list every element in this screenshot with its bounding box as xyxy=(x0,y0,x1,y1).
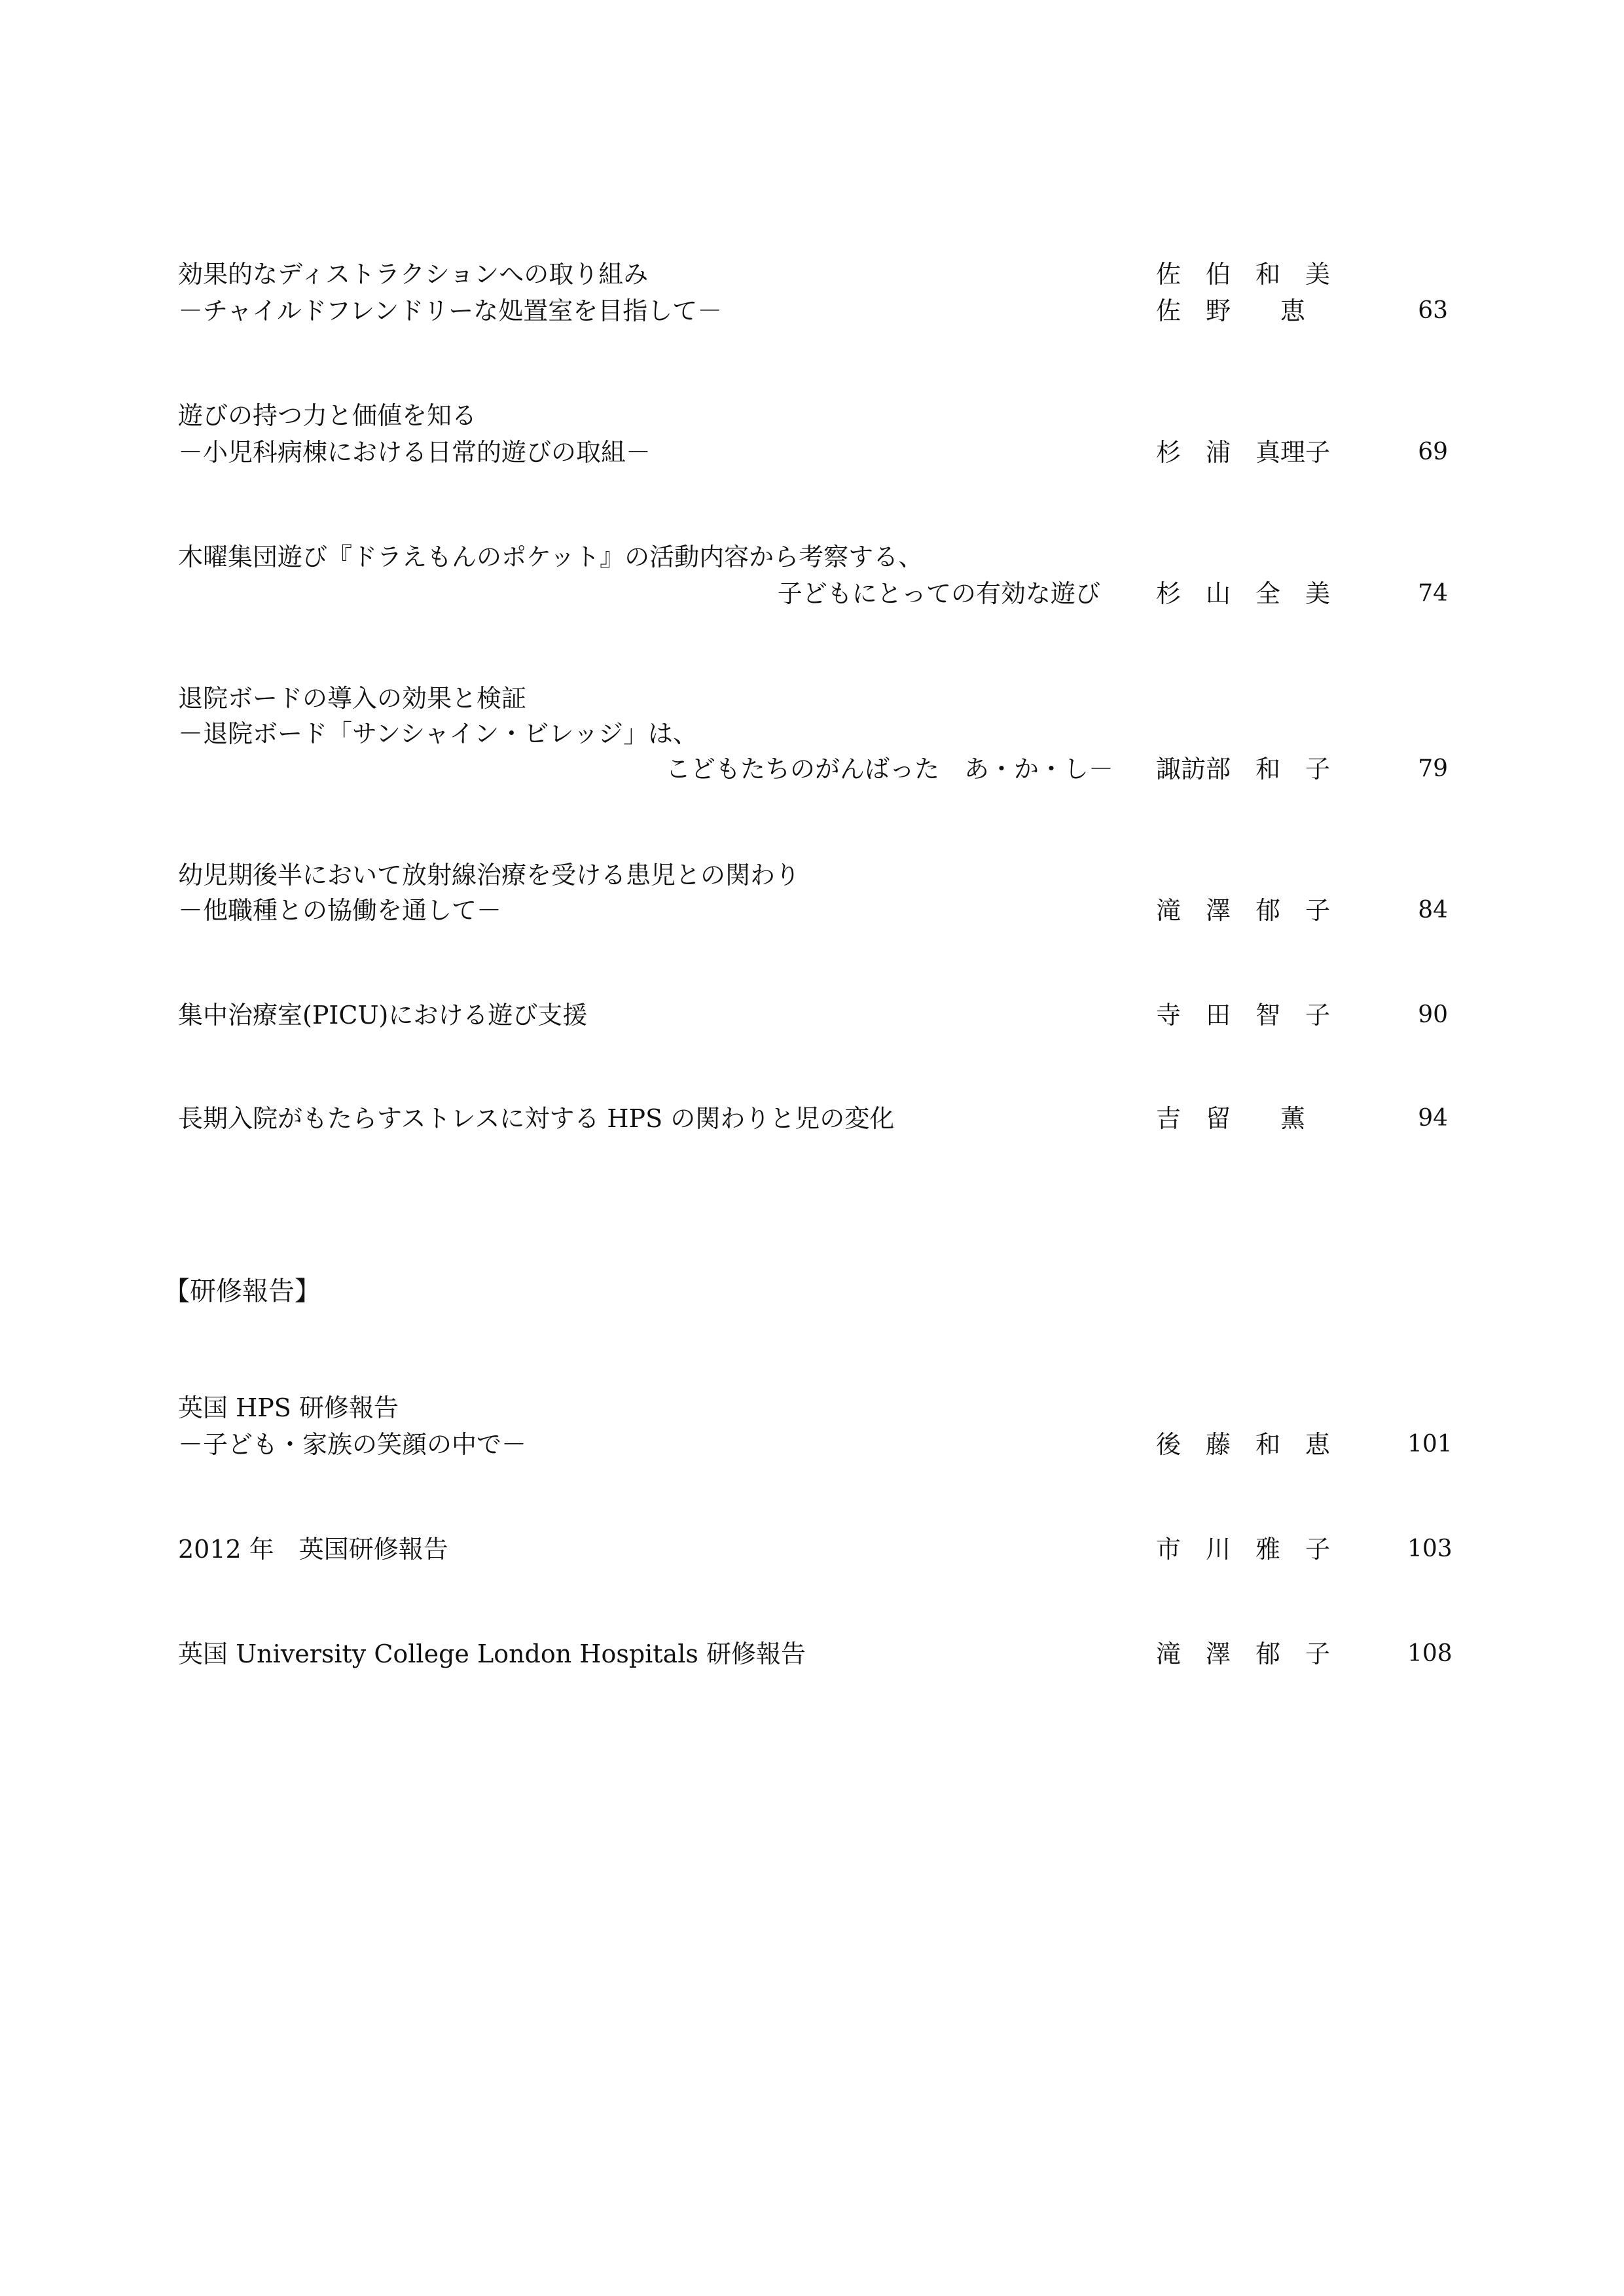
entry-page-number: 108 xyxy=(1407,1640,1453,1667)
entry-page-number: 79 xyxy=(1418,755,1448,782)
entry-author: 杉 浦 真理子 xyxy=(1156,438,1331,467)
entry-title: 英国 University College London Hospitals 研修報告 xyxy=(178,1640,806,1668)
entry-title: 2012 年 英国研修報告 xyxy=(178,1535,448,1564)
entry-title: 遊びの持つ力と価値を知る xyxy=(178,401,477,430)
entry-subtitle: －小児科病棟における日常的遊びの取組－ xyxy=(178,438,651,467)
entry-author: 後 藤 和 恵 xyxy=(1156,1430,1331,1459)
entry-page-number: 94 xyxy=(1418,1105,1448,1132)
entry-author: 諏訪部 和 子 xyxy=(1156,755,1331,783)
entry-title: 英国 HPS 研修報告 xyxy=(178,1393,399,1422)
entry-author: 佐 野 恵 xyxy=(1156,296,1306,325)
entry-author: 市 川 雅 子 xyxy=(1156,1535,1331,1564)
entry-page-number: 103 xyxy=(1407,1535,1453,1562)
section-heading: 【研修報告】 xyxy=(164,1276,321,1306)
entry-author: 佐 伯 和 美 xyxy=(1156,260,1331,289)
entry-page-number: 90 xyxy=(1418,1001,1448,1028)
entry-author: 吉 留 薫 xyxy=(1156,1104,1306,1133)
entry-subtitle: －チャイルドフレンドリーな処置室を目指して－ xyxy=(178,296,723,325)
entry-page-number: 84 xyxy=(1418,897,1448,924)
entry-title: 幼児期後半において放射線治療を受ける患児との関わり xyxy=(178,861,801,889)
entry-author: 滝 澤 郁 子 xyxy=(1156,1640,1331,1668)
entry-title: 集中治療室(PICU)における遊び支援 xyxy=(178,1001,588,1030)
entry-page-number: 69 xyxy=(1418,439,1448,465)
entry-subtitle: －子ども・家族の笑顔の中で－ xyxy=(178,1430,527,1459)
entry-title: 長期入院がもたらすストレスに対する HPS の関わりと児の変化 xyxy=(178,1104,895,1133)
entry-author: 杉 山 全 美 xyxy=(1156,579,1331,608)
entry-page-number: 101 xyxy=(1407,1431,1453,1458)
entry-author: 寺 田 智 子 xyxy=(1156,1001,1331,1030)
entry-title: 退院ボードの導入の効果と検証 xyxy=(178,684,527,713)
entry-title: 木曜集団遊び『ドラえもんのポケット』の活動内容から考察する、 xyxy=(178,543,924,571)
entry-subtitle: －他職種との協働を通して－ xyxy=(178,896,502,925)
entry-page-number: 74 xyxy=(1418,580,1448,607)
entry-subtitle: 子どもにとっての有効な遊び xyxy=(777,579,1100,608)
entry-subtitle: －退院ボード「サンシャイン・ビレッジ」は、 xyxy=(178,719,698,748)
entry-page-number: 63 xyxy=(1418,297,1448,324)
entry-subtitle: こどもたちのがんばった あ・か・し－ xyxy=(665,755,1113,783)
entry-title: 効果的なディストラクションへの取り組み xyxy=(178,260,649,289)
entry-author: 滝 澤 郁 子 xyxy=(1156,896,1331,925)
